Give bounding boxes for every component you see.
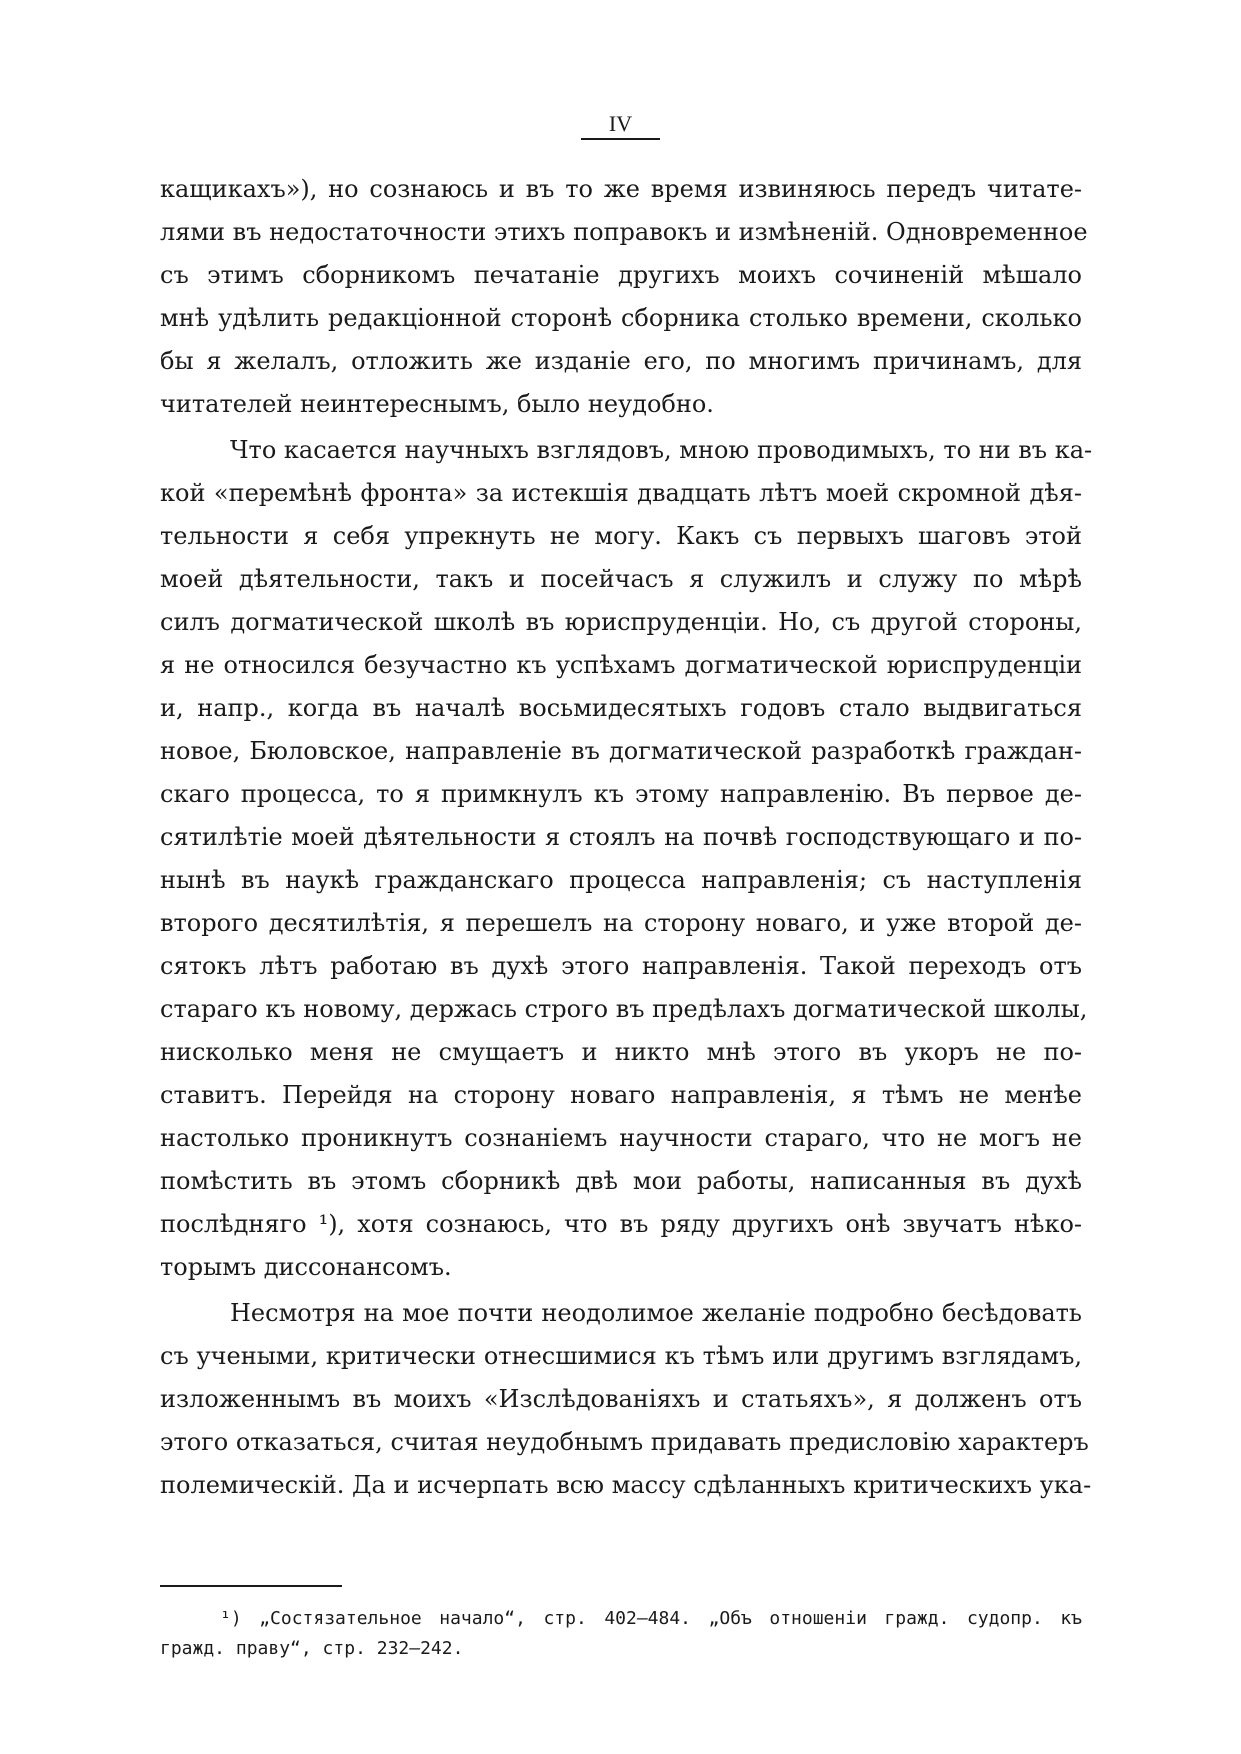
- text-line: и, напр., когда въ началѣ восьмидесятыхъ годовъ стало выдвигаться: [160, 694, 1082, 722]
- text-line: нынѣ въ наукѣ гражданскаго процесса направленія; съ наступленія: [160, 866, 1082, 894]
- text-line: кой «перемѣнѣ фронта» за истекшія двадцать лѣтъ моей скромной дѣя-: [160, 479, 1082, 507]
- text-line: тельности я себя упрекнуть не могу. Какъ съ первыхъ шаговъ этой: [160, 522, 1082, 550]
- footnote-line: гражд. праву“, стр. 232—242.: [160, 1638, 464, 1659]
- text-line: полемическій. Да и исчерпать всю массу сдѣланныхъ критическихъ ука-: [160, 1471, 1092, 1499]
- text-line: моей дѣятельности, такъ и посейчасъ я служилъ и служу по мѣрѣ: [160, 565, 1082, 593]
- text-line: съ этимъ сборникомъ печатаніе другихъ моихъ сочиненій мѣшало: [160, 261, 1082, 289]
- text-line: торымъ диссонансомъ.: [160, 1253, 452, 1281]
- text-line: ставитъ. Перейдя на сторону новаго направленія, я тѣмъ не менѣе: [160, 1081, 1082, 1109]
- text-line: нисколько меня не смущаетъ и никто мнѣ этого въ укоръ не по-: [160, 1038, 1082, 1066]
- page-number: IV: [581, 112, 660, 140]
- text-line: этого отказаться, считая неудобнымъ придавать предисловію характеръ: [160, 1428, 1089, 1456]
- text-line: скаго процесса, то я примкнулъ къ этому направленію. Въ первое де-: [160, 780, 1082, 808]
- page-header: [0, 112, 1241, 140]
- text-line: новое, Бюловское, направленіе въ догматической разработкѣ граждан-: [160, 737, 1082, 765]
- text-line: читателей неинтереснымъ, было неудобно.: [160, 390, 714, 418]
- body-text: [160, 168, 1093, 1507]
- text-line: помѣстить въ этомъ сборникѣ двѣ мои работы, написанныя въ духѣ: [160, 1167, 1082, 1195]
- paragraph: [160, 168, 1088, 426]
- footnote-line: ¹) „Состязательное начало“, стр. 402—484. „Объ отношеніи гражд. судопр. къ: [220, 1608, 1082, 1629]
- text-line: сятокъ лѣтъ работаю въ духѣ этого направленія. Такой переходъ отъ: [160, 952, 1082, 980]
- text-line: Несмотря на мое почти неодолимое желаніе подробно бесѣдовать: [230, 1299, 1082, 1327]
- text-line: лями въ недостаточности этихъ поправокъ и измѣненій. Одновременное: [160, 218, 1088, 246]
- text-line: Что касается научныхъ взглядовъ, мною проводимыхъ, то ни въ ка-: [230, 436, 1093, 464]
- text-line: бы я желалъ, отложить же изданіе его, по многимъ причинамъ, для: [160, 347, 1082, 375]
- text-line: кащикахъ»), но сознаюсь и въ то же время извиняюсь передъ читате-: [160, 175, 1082, 203]
- text-line: изложеннымъ въ моихъ «Изслѣдованіяхъ и статьяхъ», я долженъ отъ: [160, 1385, 1082, 1413]
- text-line: второго десятилѣтія, я перешелъ на сторону новаго, и уже второй де-: [160, 909, 1082, 937]
- footnote-divider: [160, 1585, 342, 1587]
- text-line: стараго къ новому, держась строго въ предѣлахъ догматической школы,: [160, 995, 1088, 1023]
- text-line: мнѣ удѣлить редакціонной сторонѣ сборника столько времени, сколько: [160, 304, 1082, 332]
- text-line: я не относился безучастно къ успѣхамъ догматической юриспруденціи: [160, 651, 1082, 679]
- text-line: сятилѣтіе моей дѣятельности я стоялъ на почвѣ господствующаго и по-: [160, 823, 1082, 851]
- text-line: послѣдняго ¹), хотя сознаюсь, что въ ряду другихъ онѣ звучатъ нѣко-: [160, 1210, 1082, 1238]
- text-line: силъ догматической школѣ въ юриспруденціи. Но, съ другой стороны,: [160, 608, 1082, 636]
- text-line: настолько проникнутъ сознаніемъ научности стараго, что не могъ не: [160, 1124, 1082, 1152]
- footnotes: [160, 1604, 1082, 1664]
- paragraph: [160, 429, 1093, 1289]
- text-line: съ учеными, критически отнесшимися къ тѣмъ или другимъ взглядамъ,: [160, 1342, 1082, 1370]
- paragraph: [160, 1292, 1092, 1507]
